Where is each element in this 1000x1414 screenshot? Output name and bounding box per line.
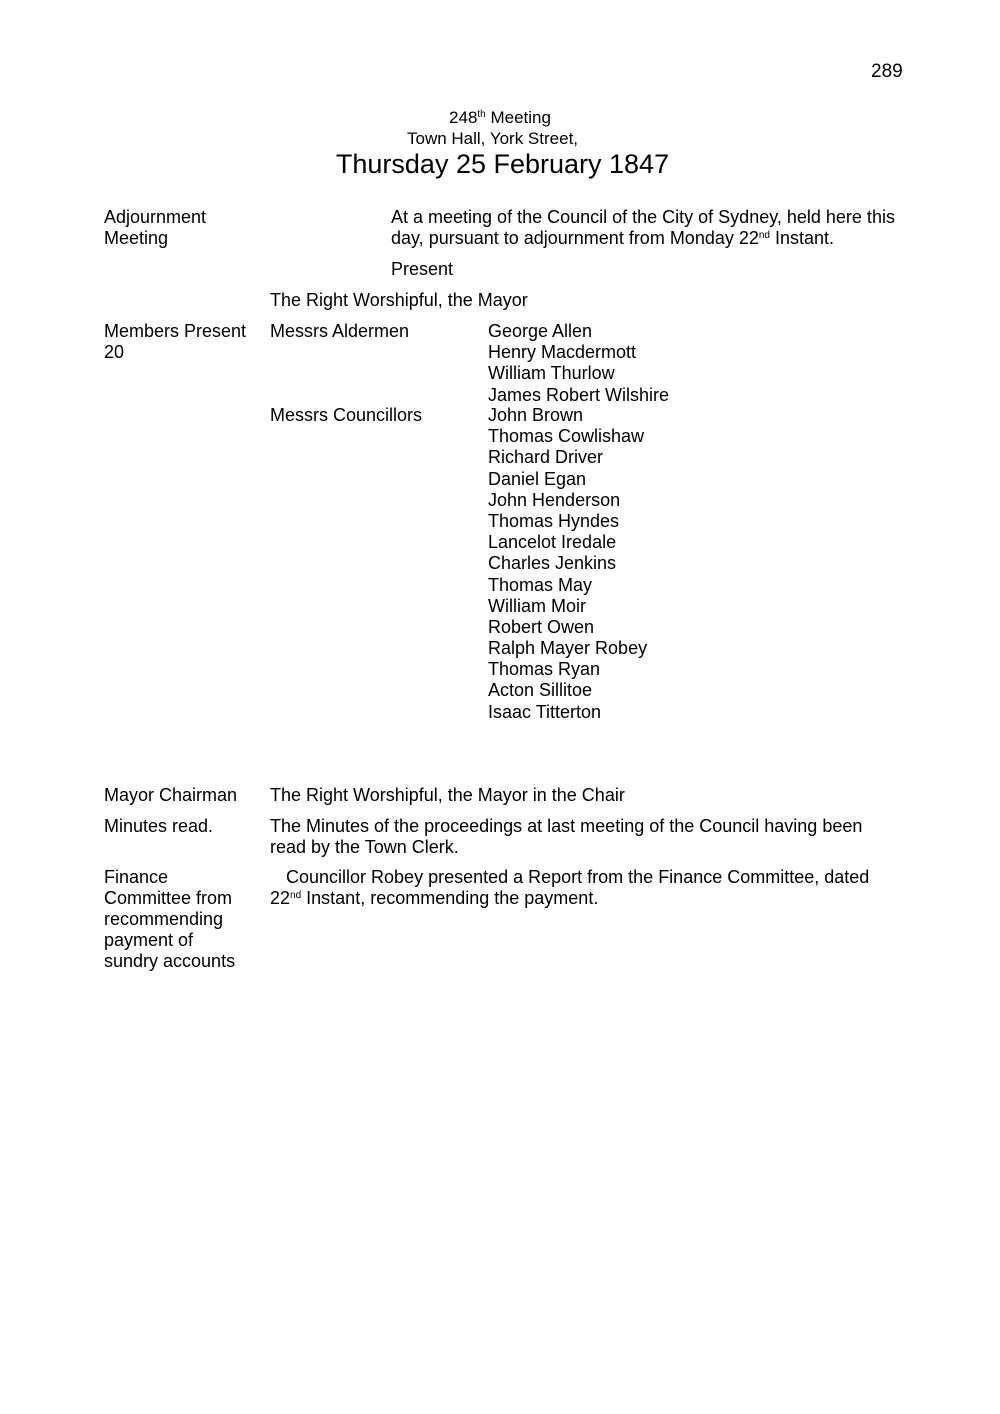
finance-line-1: Councillor Robey presented a Report from the Finance Committee, dated [286,867,870,887]
text-part: 22 [270,888,291,908]
list-item: Robert Owen [488,616,595,637]
list-item: Henry Macdermott [488,342,637,363]
councillors-label: Messrs Councillors [270,405,423,425]
text-part: Instant, recommending the payment. [301,888,599,908]
meeting-num-suffix: th [477,109,486,120]
list-item: William Thurlow [488,363,615,384]
list-item: George Allen [488,321,593,341]
meeting-num: 248 [449,108,478,127]
aldermen-label: Messrs Aldermen [270,321,410,341]
list-item: Thomas Cowlishaw [488,426,645,447]
meeting-date: Thursday 25 February 1847 [335,149,670,179]
list-item: Daniel Egan [488,468,587,489]
chair-margin-label: Mayor Chairman [104,785,238,805]
list-item: John Brown [488,405,584,425]
adjournment-text [391,207,895,249]
list-item: Charles Jenkins [488,553,617,574]
margin-line: sundry accounts [104,951,236,971]
text-part: day, pursuant to adjournment from Monday 22 [391,228,759,248]
members-margin-label [104,321,246,363]
meeting-number [0,107,1000,128]
councillors-list [488,405,647,723]
margin-line: Committee from [104,888,233,908]
list-item: Isaac Titterton [488,701,602,722]
finance-text [270,867,869,909]
list-item: Ralph Mayer Robey [488,638,648,659]
minutes-line-2: read by the Town Clerk. [270,837,459,857]
list-item: Thomas May [488,574,593,595]
margin-line: payment of [104,930,194,950]
margin-line: recommending [104,909,224,929]
present-label: Present [391,259,454,279]
list-item: Thomas Hyndes [488,510,620,531]
chair-text: The Right Worshipful, the Mayor in the Chair [270,785,625,805]
margin-line: Meeting [104,228,169,248]
aldermen-list [488,321,669,406]
minutes-text [270,816,862,858]
margin-line: Finance [104,867,169,887]
list-item: Lancelot Iredale [488,532,617,553]
margin-line: Adjournment [104,207,207,227]
meeting-venue: Town Hall, York Street, [406,129,579,148]
finance-line-2 [270,888,869,909]
ordinal-suffix: nd [758,230,770,241]
list-item: William Moir [488,595,586,616]
adjournment-line-1: At a meeting of the Council of the City of Sydney, held here this [391,207,895,227]
mayor-line: The Right Worshipful, the Mayor [270,290,528,310]
list-item: James Robert Wilshire [488,384,670,405]
margin-line: 20 [104,342,125,362]
list-item: Acton Sillitoe [488,680,593,701]
minutes-margin-label: Minutes read. [104,816,214,836]
finance-margin-label [104,867,235,972]
list-item: John Henderson [488,489,621,510]
text-part: Instant. [770,228,835,248]
page-number: 289 [871,61,903,82]
adjournment-line-2 [391,228,895,249]
list-item: Richard Driver [488,447,604,468]
minutes-line-1: The Minutes of the proceedings at last meeting of the Council having been [270,816,863,836]
ordinal-suffix: nd [290,890,302,901]
meeting-word: Meeting [485,108,551,127]
margin-line: Members Present [104,321,247,341]
adjournment-margin-label [104,207,206,249]
list-item: Thomas Ryan [488,659,601,680]
